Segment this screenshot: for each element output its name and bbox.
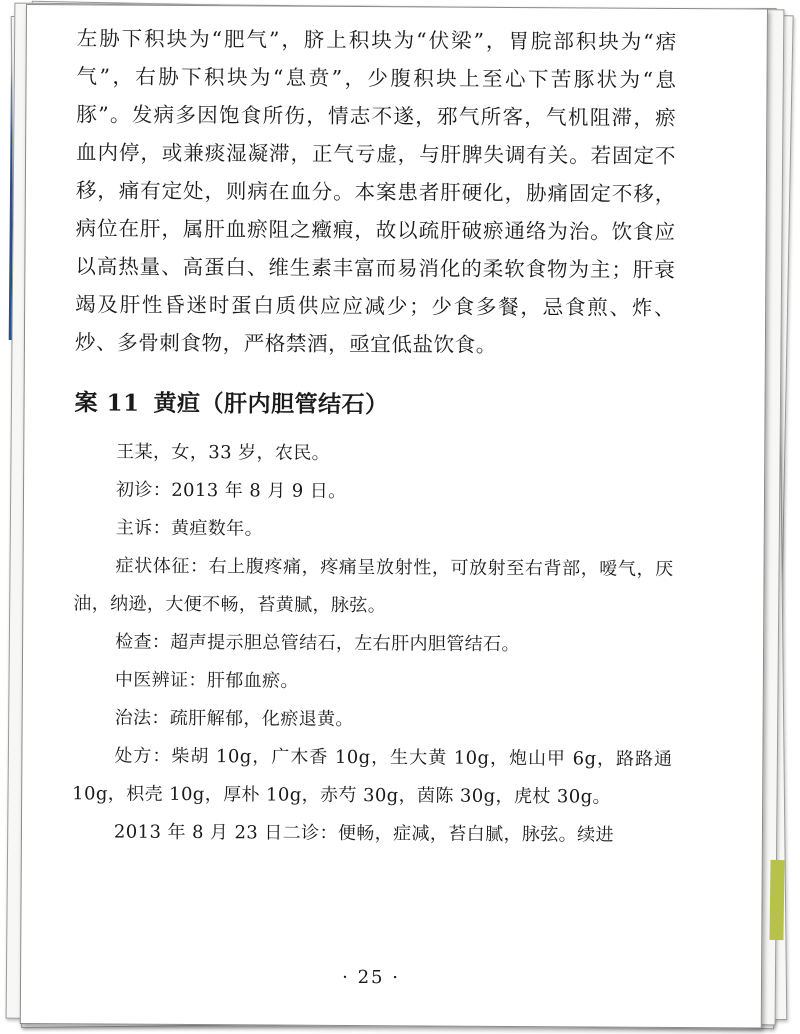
intro-paragraph: 左胁下积块为“肥气”，脐上积块为“伏梁”，胃脘部积块为“痞气”，右胁下积块为“息贲”，少腹积块上至心下苦豚状为“息豚”。发病多因饱食所伤，情志不遂，邪气所客，气机阻滞，瘀血内停，或兼痰湿凝滞，正气亏虚，与肝脾失调有关。若固定不移，痛有定处，则病在血分。本案患者肝硬化，胁痛固定不移，病位在肝，属肝血瘀阻之癥瘕，故以疏肝破瘀通络为治。饮食应以高热量、高蛋白、维生素丰富而易消化的柔软食物为主；肝衰竭及肝性昏迷时蛋白质供应应减少；少食多餐，忌食煎、炸、炒、多骨刺食物，严格禁酒，亟宜低盐饮食。 (74, 26, 677, 357)
case-line-diagnosis: 中医辨证：肝郁血瘀。 (114, 669, 299, 692)
book-page (20, 4, 768, 1029)
case-line-prescription: 处方：柴胡 10g，广木香 10g，生大黄 10g，炮山甲 6g，路路通 10g，枳壳 10g，厚朴 10g，赤芍 30g，茵陈 30g，虎杖 30g。 (72, 745, 673, 808)
book-edge-green (769, 860, 784, 940)
page-content (72, 19, 677, 989)
case-line-second-visit: 2013 年 8 月 23 日二诊：便畅，症减，苔白腻，脉弦。续进 (113, 821, 614, 846)
case-heading (74, 383, 674, 427)
page-number: · 25 · (342, 966, 401, 989)
case-line-complaint: 主诉：黄疸数年。 (115, 517, 264, 540)
case-line-first-visit: 初诊：2013 年 8 月 9 日。 (115, 479, 347, 502)
case-number: 案 11 (74, 389, 140, 417)
case-line-patient: 王某，女，33 岁，农民。 (116, 441, 331, 464)
case-title: 黄疸（肝内胆管结石） (153, 389, 389, 419)
case-line-treatment: 治法：疏肝解郁，化瘀退黄。 (114, 707, 354, 731)
case-line-exam: 检查：超声提示胆总管结石，左右肝内胆管结石。 (115, 631, 520, 656)
case-line-symptoms: 症状体征：右上腹疼痛，疼痛呈放射性，可放射至右背部，嗳气，厌油，纳逊，大便不畅，苔黄腻，脉弦。 (73, 555, 674, 617)
